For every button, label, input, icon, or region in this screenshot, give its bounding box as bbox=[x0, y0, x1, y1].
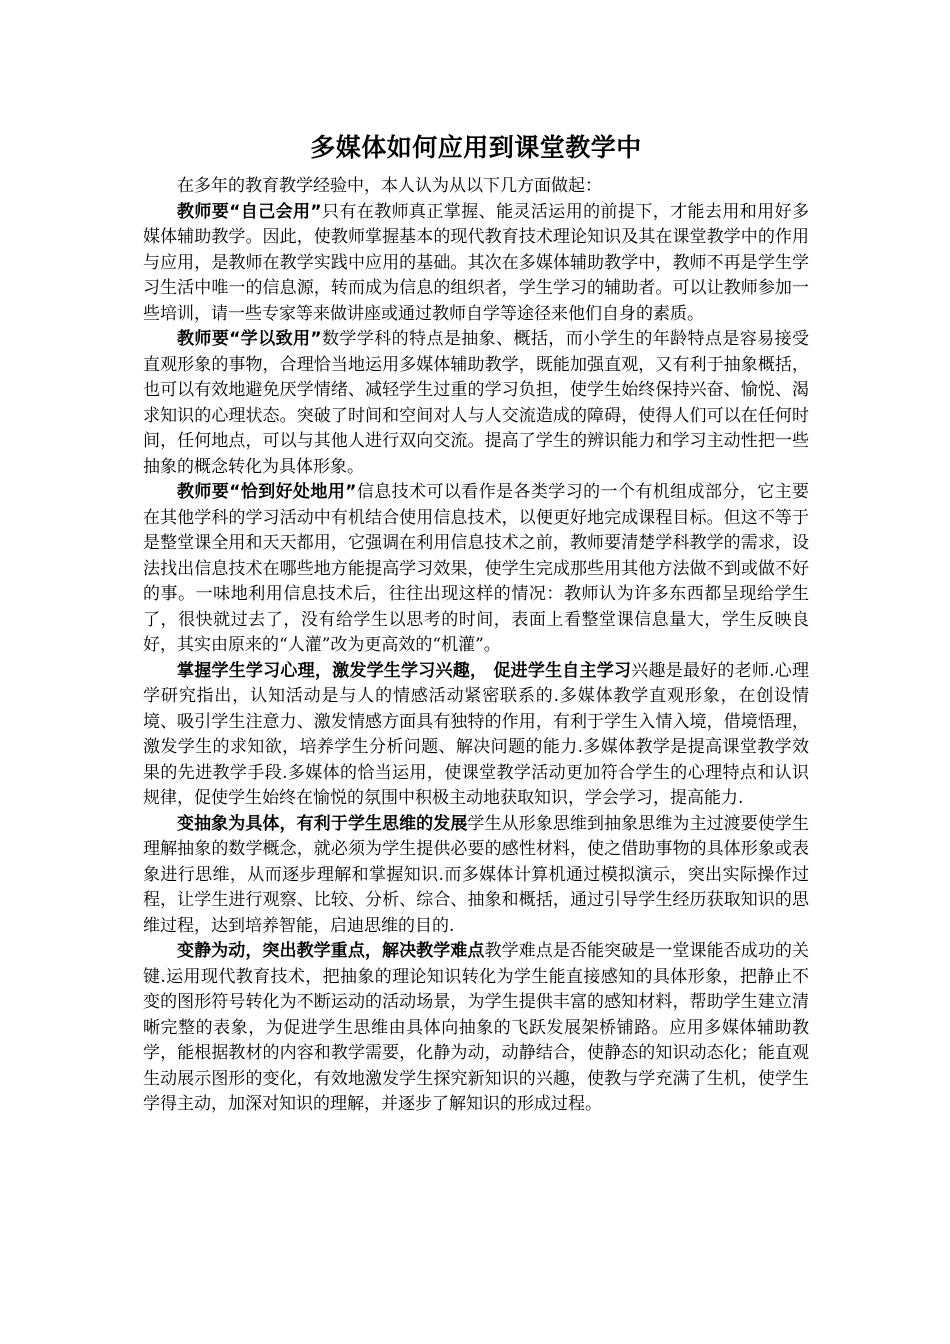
section-body-4: 兴趣是最好的老师.心理学研究指出，认知活动是与人的情感活动紧密联系的.多媒体教学直观形象，在创设情境、吸引学生注意力、激发情感方面具有独特的作用，有利于学生入情入境，借境悟理，激发学生的求知欲，培养学生分析问题、解决问题的能力.多媒体教学是提高课堂教学效果的先进教学手段.多媒体的恰当运用，使课堂教学活动更加符合学生的心理特点和认识规律，促使学生始终在愉悦的氛围中积极主动地获取知识，学会学习，提高能力. bbox=[143, 660, 809, 808]
section-body-1: 只有在教师真正掌握、能灵活运用的前提下，才能去用和用好多媒体辅助教学。因此，使教师掌握基本的现代教育技术理论知识及其在课堂教学中的作用与应用，是教师在教学实践中应用的基础。其次在多媒体辅助教学中，教师不再是学生学习生活中唯一的信息源，转而成为信息的组织者，学生学习的辅助者。可以让教师参加一些培训，请一些专家等来做讲座或通过教师自学等途径来他们自身的素质。 bbox=[143, 201, 809, 324]
section-paragraph-2 bbox=[143, 327, 809, 480]
intro-paragraph: 在多年的教育教学经验中，本人认为从以下几方面做起： bbox=[177, 176, 602, 196]
section-body-2: 数学学科的特点是抽象、概括，而小学生的年龄特点是容易接受直观形象的事物，合理恰当地运用多媒体辅助教学，既能加强直观，又有利于抽象概括，也可以有效地避免厌学情绪、减轻学生过重的学习负担，使学生始终保持兴奋、愉悦、渴求知识的心理状态。突破了时间和空间对人与人交流造成的障碍，使得人们可以在任何时间，任何地点，可以与其他人进行双向交流。提高了学生的辨识能力和学习主动性把一些抽象的概念转化为具体形象。 bbox=[143, 329, 809, 477]
section-heading-6: 变静为动，突出教学重点，解决教学难点 bbox=[177, 941, 485, 961]
section-heading-4: 掌握学生学习心理，激发学生学习兴趣， 促进学生自主学习 bbox=[177, 660, 632, 681]
section-heading-1: 教师要“自己会用” bbox=[177, 201, 322, 222]
section-heading-2: 教师要“学以致用” bbox=[177, 329, 322, 349]
section-body-3: 信息技术可以看作是各类学习的一个有机组成部分，它主要在其他学科的学习活动中有机结合使用信息技术，以便更好地完成课程目标。但这不等于是整堂课全用和天天都用，它强调在利用信息技术之前，教师要清楚学科教学的需求，设法找出信息技术在哪些地方能提高学习效果，使学生完成那些用其他方法做不到或做不好的事。一味地利用信息技术后，往往出现这样的情况：教师认为许多东西都呈现给学生了，很快就过去了，没有给学生以思考的时间，表面上看整堂课信息量大，学生反映良好，其实由原来的“人灌”改为更高效的“机灌”。 bbox=[143, 482, 809, 655]
section-paragraph-5 bbox=[143, 812, 809, 940]
section-paragraph-6 bbox=[143, 939, 809, 1118]
section-heading-3: 教师要“恰到好处地用” bbox=[177, 482, 357, 502]
section-paragraph-3 bbox=[143, 480, 809, 659]
section-paragraph-4 bbox=[143, 659, 809, 812]
section-body-5: 学生从形象思维到抽象思维为主过渡要使学生理解抽象的数学概念，就必须为学生提供必要的感性材料，使之借助事物的具体形象或表象进行思维，从而逐步理解和掌握知识.而多媒体计算机通过模拟演示，突出实际操作过程，让学生进行观察、比较、分析、综合、抽象和概括，通过引导学生经历获取知识的思维过程，达到培养智能，启迪思维的目的. bbox=[143, 813, 810, 936]
section-paragraph-1 bbox=[143, 200, 809, 328]
document-title: 多媒体如何应用到课堂教学中 bbox=[310, 133, 642, 162]
section-heading-5: 变抽象为具体，有利于学生思维的发展 bbox=[177, 813, 468, 834]
section-body-6: 教学难点是否能突破是一堂课能否成功的关键.运用现代教育技术，把抽象的理论知识转化为学生能直接感知的具体形象，把静止不变的图形符号转化为不断运动的活动场景，为学生提供丰富的感知材料，帮助学生建立清晰完整的表象，为促进学生思维由具体向抽象的飞跃发展架桥铺路。应用多媒体辅助教学，能根据教材的内容和教学需要，化静为动，动静结合，使静态的知识动态化；能直观生动展示图形的变化，有效地激发学生探究新知识的兴趣，使教与学充满了生机，使学生学得主动，加深对知识的理解，并逐步了解知识的形成过程。 bbox=[143, 941, 809, 1114]
document-page bbox=[143, 128, 809, 1118]
